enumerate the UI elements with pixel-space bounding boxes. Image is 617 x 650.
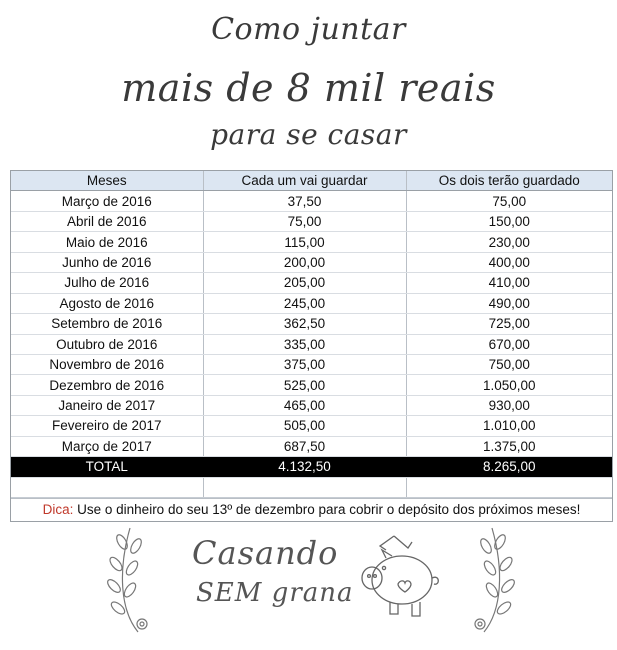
laurel-branch-icon xyxy=(462,520,522,640)
cell-month: Março de 2017 xyxy=(11,436,203,456)
table-row xyxy=(11,191,612,211)
table-row xyxy=(11,293,612,313)
total-each: 4.132,50 xyxy=(203,457,406,477)
logo-line-1: Casando xyxy=(192,534,339,572)
blank-row xyxy=(11,477,612,497)
cell-both: 670,00 xyxy=(406,334,612,354)
logo-line-2: SEM grana xyxy=(196,578,354,608)
cell-each: 505,00 xyxy=(203,416,406,436)
table-row xyxy=(11,334,612,354)
blank-cell xyxy=(203,477,406,497)
total-row xyxy=(11,457,612,477)
cell-month: Dezembro de 2016 xyxy=(11,375,203,395)
cell-month: Junho de 2016 xyxy=(11,252,203,272)
header-months: Meses xyxy=(11,171,203,191)
table-row xyxy=(11,273,612,293)
cell-month: Julho de 2016 xyxy=(11,273,203,293)
cell-both: 725,00 xyxy=(406,314,612,334)
title-line-2: mais de 8 mil reais xyxy=(121,66,496,110)
blank-cell xyxy=(11,477,203,497)
cell-month: Janeiro de 2017 xyxy=(11,395,203,415)
table-row xyxy=(11,314,612,334)
cell-both: 490,00 xyxy=(406,293,612,313)
cell-each: 525,00 xyxy=(203,375,406,395)
tip-text: Use o dinheiro do seu 13º de dezembro para cobrir o depósito dos próximos meses! xyxy=(73,501,581,517)
cell-both: 75,00 xyxy=(406,191,612,211)
cell-both: 1.050,00 xyxy=(406,375,612,395)
table-row xyxy=(11,395,612,415)
table-row xyxy=(11,211,612,231)
cell-each: 465,00 xyxy=(203,395,406,415)
header-both-saved: Os dois terão guardado xyxy=(406,171,612,191)
piggy-bank-icon xyxy=(350,532,446,622)
laurel-branch-icon xyxy=(100,520,160,640)
cell-month: Novembro de 2016 xyxy=(11,354,203,374)
cell-both: 150,00 xyxy=(406,211,612,231)
cell-month: Maio de 2016 xyxy=(11,232,203,252)
cell-each: 37,50 xyxy=(203,191,406,211)
header-each-saves: Cada um vai guardar xyxy=(203,171,406,191)
cell-month: Outubro de 2016 xyxy=(11,334,203,354)
cell-each: 75,00 xyxy=(203,211,406,231)
total-label: TOTAL xyxy=(11,457,203,477)
tip-label: Dica: xyxy=(42,501,74,517)
cell-month: Fevereiro de 2017 xyxy=(11,416,203,436)
cell-each: 362,50 xyxy=(203,314,406,334)
cell-both: 1.010,00 xyxy=(406,416,612,436)
total-both: 8.265,00 xyxy=(406,457,612,477)
table-header-row xyxy=(11,171,612,191)
cell-both: 1.375,00 xyxy=(406,436,612,456)
title-line-1: Como juntar xyxy=(211,12,406,47)
cell-each: 335,00 xyxy=(203,334,406,354)
cell-month: Agosto de 2016 xyxy=(11,293,203,313)
cell-month: Abril de 2016 xyxy=(11,211,203,231)
savings-table xyxy=(11,171,612,498)
cell-month: Março de 2016 xyxy=(11,191,203,211)
cell-both: 750,00 xyxy=(406,354,612,374)
cell-each: 115,00 xyxy=(203,232,406,252)
cell-month: Setembro de 2016 xyxy=(11,314,203,334)
cell-each: 205,00 xyxy=(203,273,406,293)
table-row xyxy=(11,436,612,456)
cell-each: 200,00 xyxy=(203,252,406,272)
title-line-3: para se casar xyxy=(210,118,407,151)
blank-cell xyxy=(406,477,612,497)
table-row xyxy=(11,252,612,272)
cell-both: 400,00 xyxy=(406,252,612,272)
table-row xyxy=(11,375,612,395)
savings-table-container xyxy=(10,170,613,522)
cell-both: 930,00 xyxy=(406,395,612,415)
cell-each: 687,50 xyxy=(203,436,406,456)
table-row xyxy=(11,416,612,436)
table-row xyxy=(11,354,612,374)
tip-note xyxy=(11,498,612,521)
cell-both: 410,00 xyxy=(406,273,612,293)
cell-both: 230,00 xyxy=(406,232,612,252)
cell-each: 375,00 xyxy=(203,354,406,374)
table-row xyxy=(11,232,612,252)
cell-each: 245,00 xyxy=(203,293,406,313)
